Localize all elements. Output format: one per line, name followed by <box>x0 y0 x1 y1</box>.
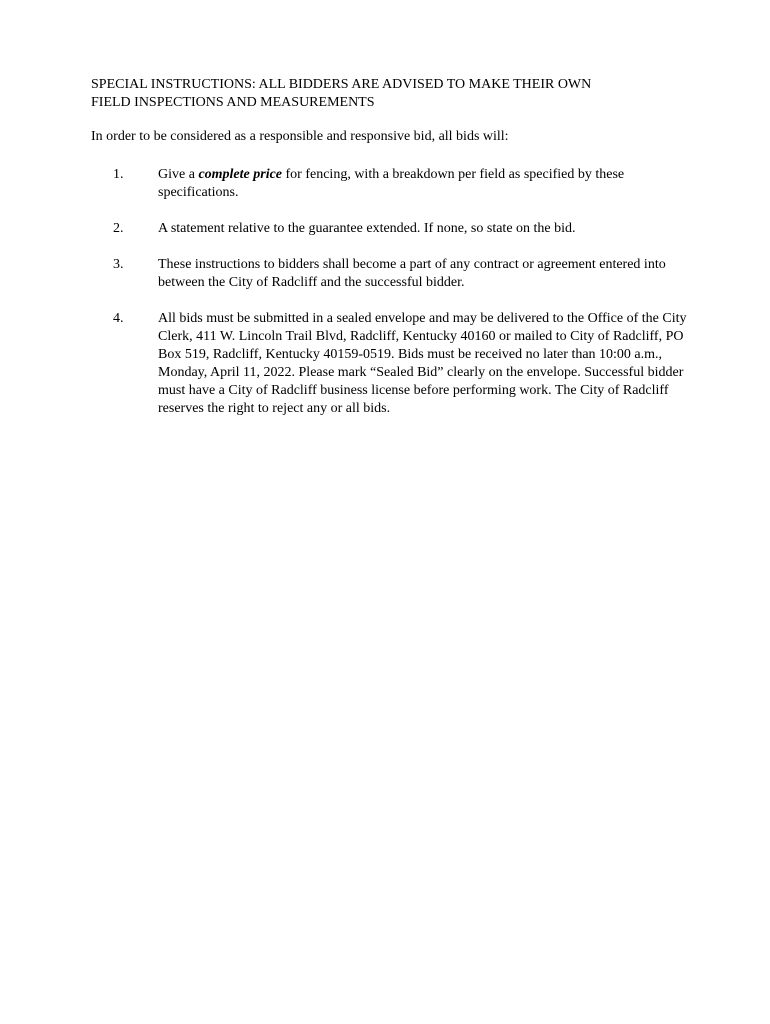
list-item-number: 2. <box>113 221 124 236</box>
list-item-text-end: for fencing, with a breakdown per field as specified by these specifications. <box>158 167 625 200</box>
list-item-number: 3. <box>113 257 124 272</box>
heading-line-1: SPECIAL INSTRUCTIONS: ALL BIDDERS ARE ADVISED TO MAKE THEIR OWN <box>91 77 592 92</box>
list-item-text <box>158 166 688 202</box>
intro-paragraph: In order to be considered as a responsible and responsive bid, all bids will: <box>91 129 509 144</box>
heading-line-2: FIELD INSPECTIONS AND MEASUREMENTS <box>91 95 375 110</box>
list-item-text: A statement relative to the guarantee extended. If none, so state on the bid. <box>158 221 576 236</box>
list-item-text-start: Give a <box>158 167 199 182</box>
list-item <box>91 220 691 238</box>
complete-price-emphasis: complete price <box>198 167 283 182</box>
list-item-text: These instructions to bidders shall become a part of any contract or agreement entered into between the City of Radcliff and the successful bidder. <box>158 257 666 290</box>
list-item-number: 4. <box>113 311 124 326</box>
list-item <box>91 166 691 202</box>
list-item <box>91 256 691 292</box>
special-instructions-heading <box>91 76 691 112</box>
list-item-text: All bids must be submitted in a sealed envelope and may be delivered to the Office of the City Clerk, 411 W. Lincoln Trail Blvd, Radcliff, Kentucky 40160 or mailed to City of Radcliff, PO Box 519, Radcliff, Kentucky 40159-0519. Bids must be received no later than 10:00 a.m., Monday, April 11, 2022. Please mark “Sealed Bid” clearly on the envelope. Successful bidder must have a City of Radcliff business license before performing work. The City of Radcliff reserves the right to reject any or all bids. <box>158 311 687 416</box>
list-item-number: 1. <box>113 167 124 182</box>
bid-requirements-list <box>91 166 691 418</box>
list-item <box>91 310 691 418</box>
